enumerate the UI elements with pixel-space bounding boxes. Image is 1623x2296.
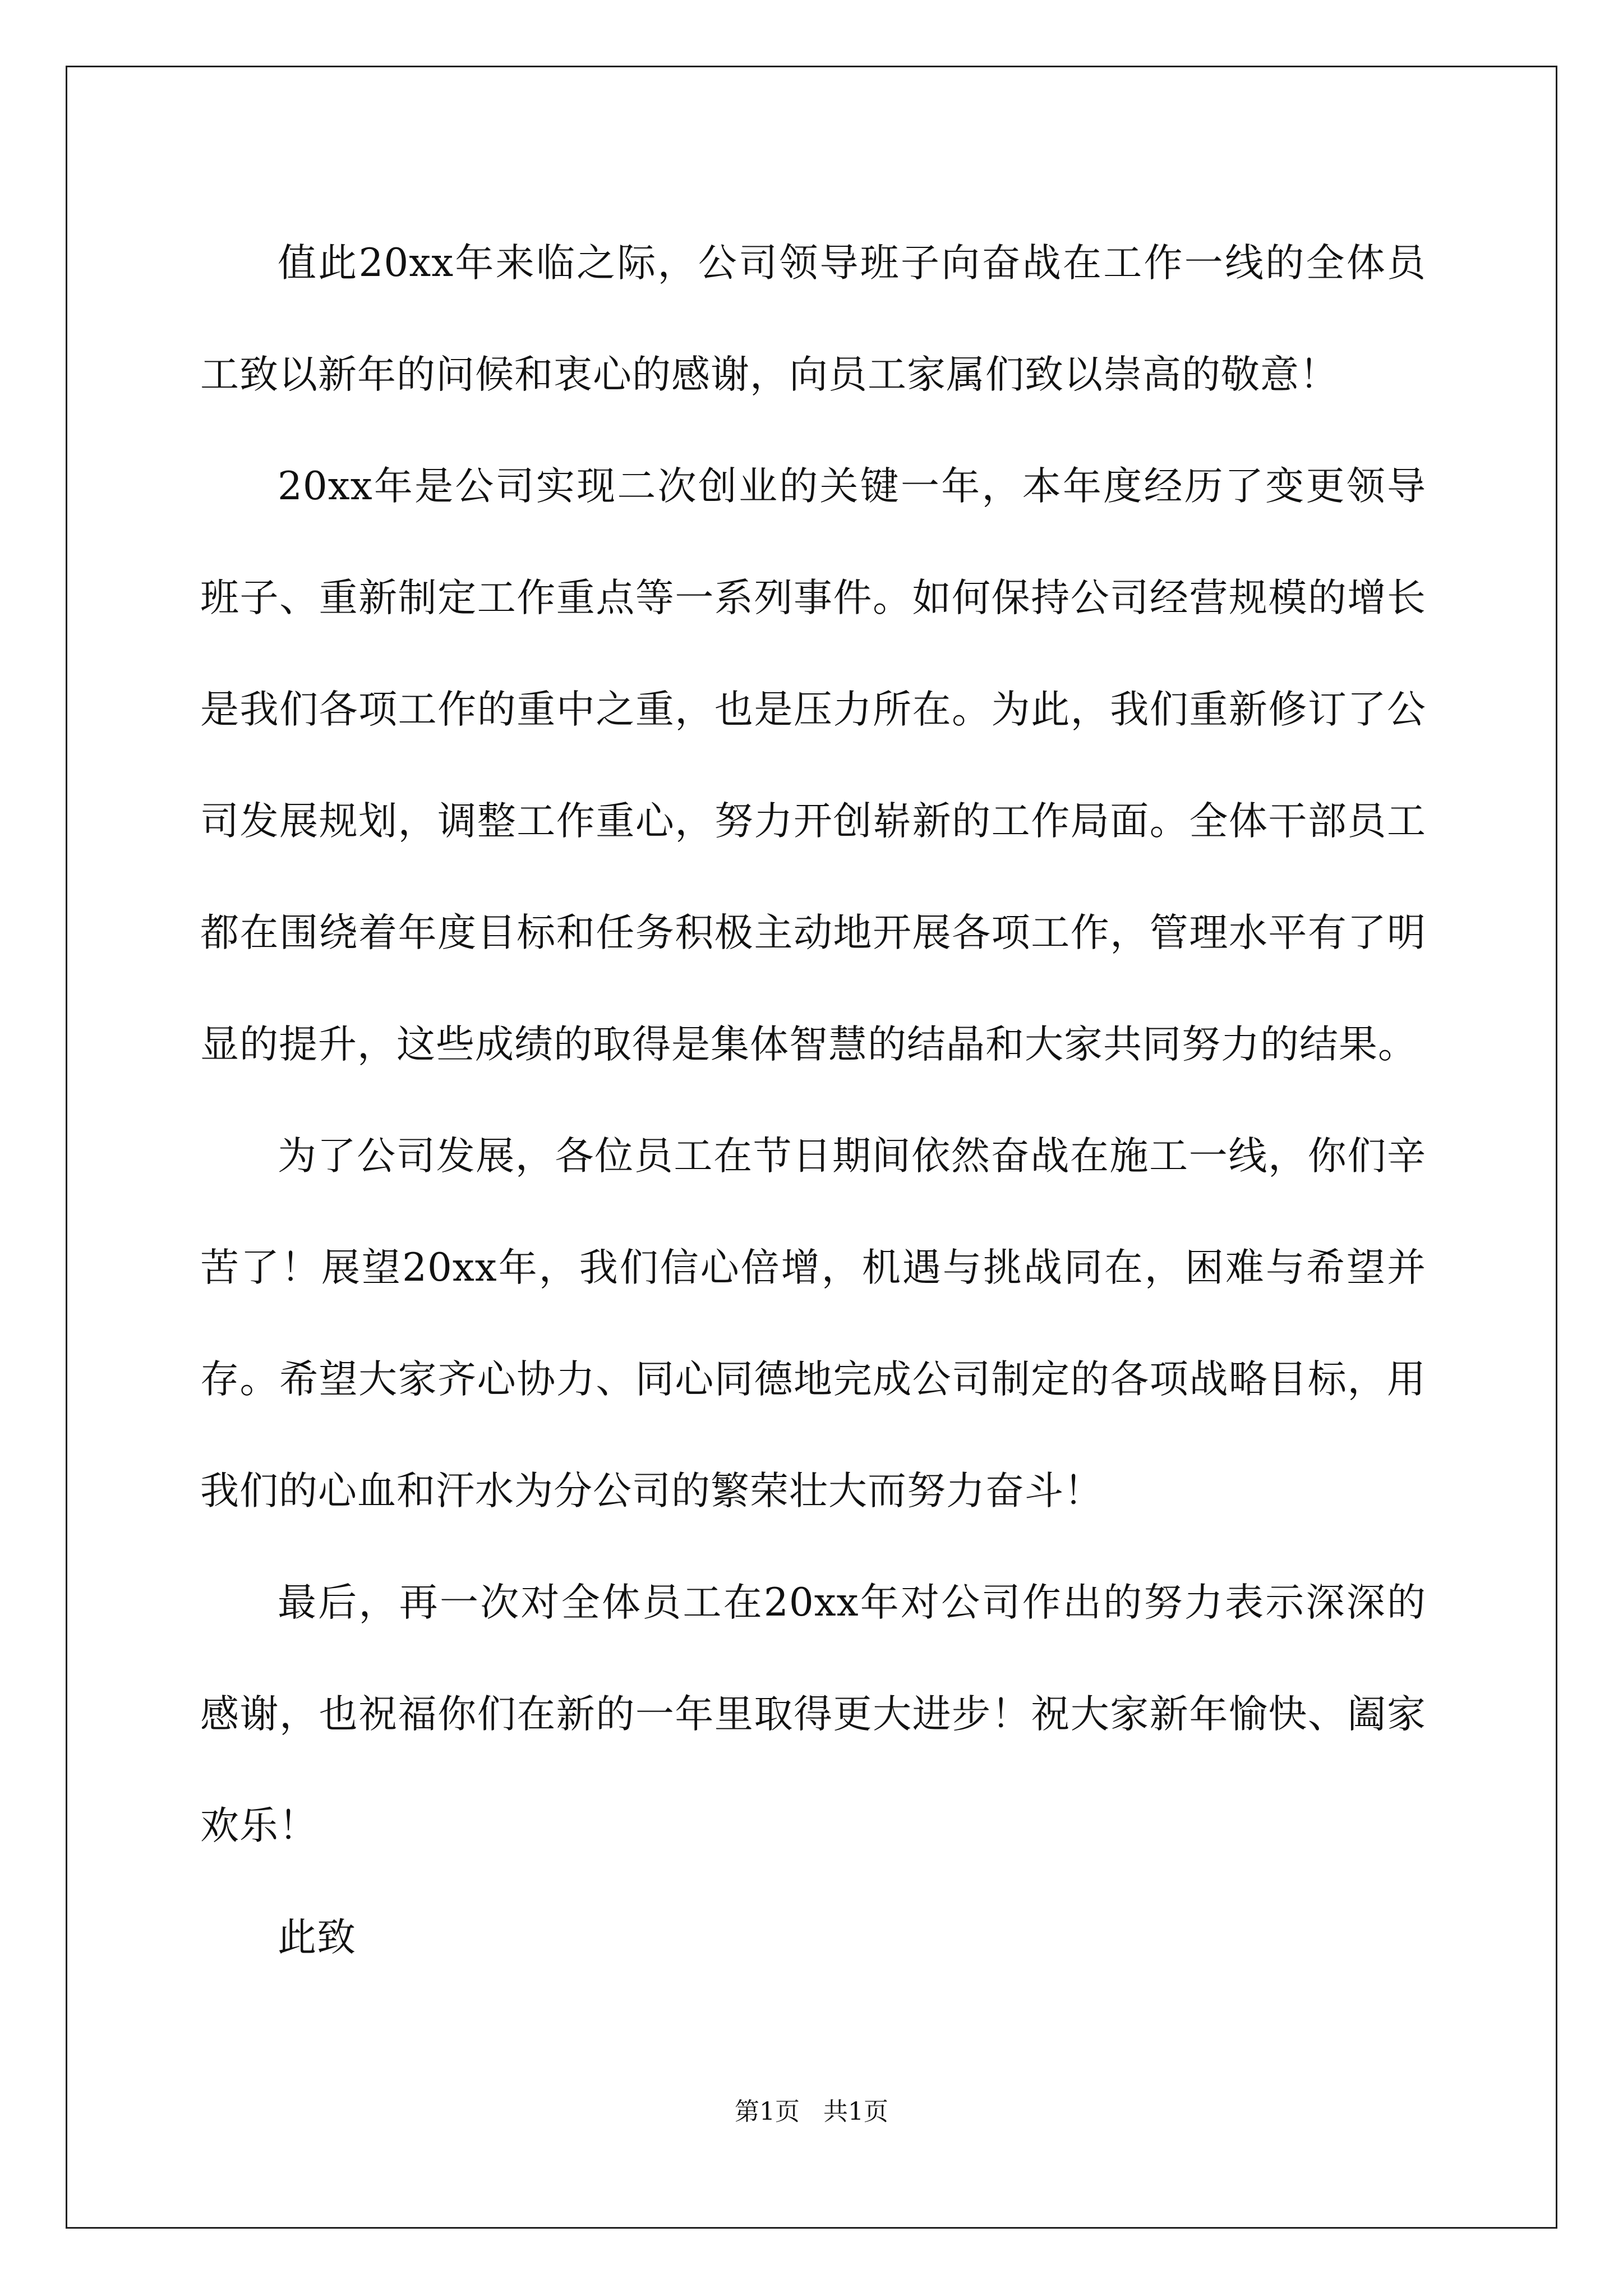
paragraph-greeting: 值此20xx年来临之际，公司领导班子向奋战在工作一线的全体员工致以新年的问候和衷心的感谢，向员工家属们致以崇高的敬意！ [200,241,1426,397]
paragraph-closing-thanks: 最后，再一次对全体员工在20xx年对公司作出的努力表示深深的感谢，也祝福你们在新的一年里取得更大进步！祝大家新年愉快、阖家欢乐！ [200,1580,1426,1848]
page-number-footer: 第1页 共1页 [735,2097,888,2126]
paragraph-salutation: 此致 [278,1915,356,1960]
letter-body [200,208,1426,1994]
paragraph-year-review: 20xx年是公司实现二次创业的关键一年，本年度经历了变更领导班子、重新制定工作重点等一系列事件。如何保持公司经营规模的增长是我们各项工作的重中之重，也是压力所在。为此，我们重新修订了公司发展规划，调整工作重心，努力开创崭新的工作局面。全体干部员工都在围绕着年度目标和任务积极主动地开展各项工作，管理水平有了明显的提升，这些成绩的取得是集体智慧的结晶和大家共同努力的结果。 [200,464,1426,1067]
paragraph-outlook: 为了公司发展，各位员工在节日期间依然奋战在施工一线，你们辛苦了！展望20xx年，我们信心倍增，机遇与挑战同在，困难与希望并存。希望大家齐心协力、同心同德地完成公司制定的各项战略目标，用我们的心血和汗水为分公司的繁荣壮大而努力奋斗！ [200,1134,1426,1513]
